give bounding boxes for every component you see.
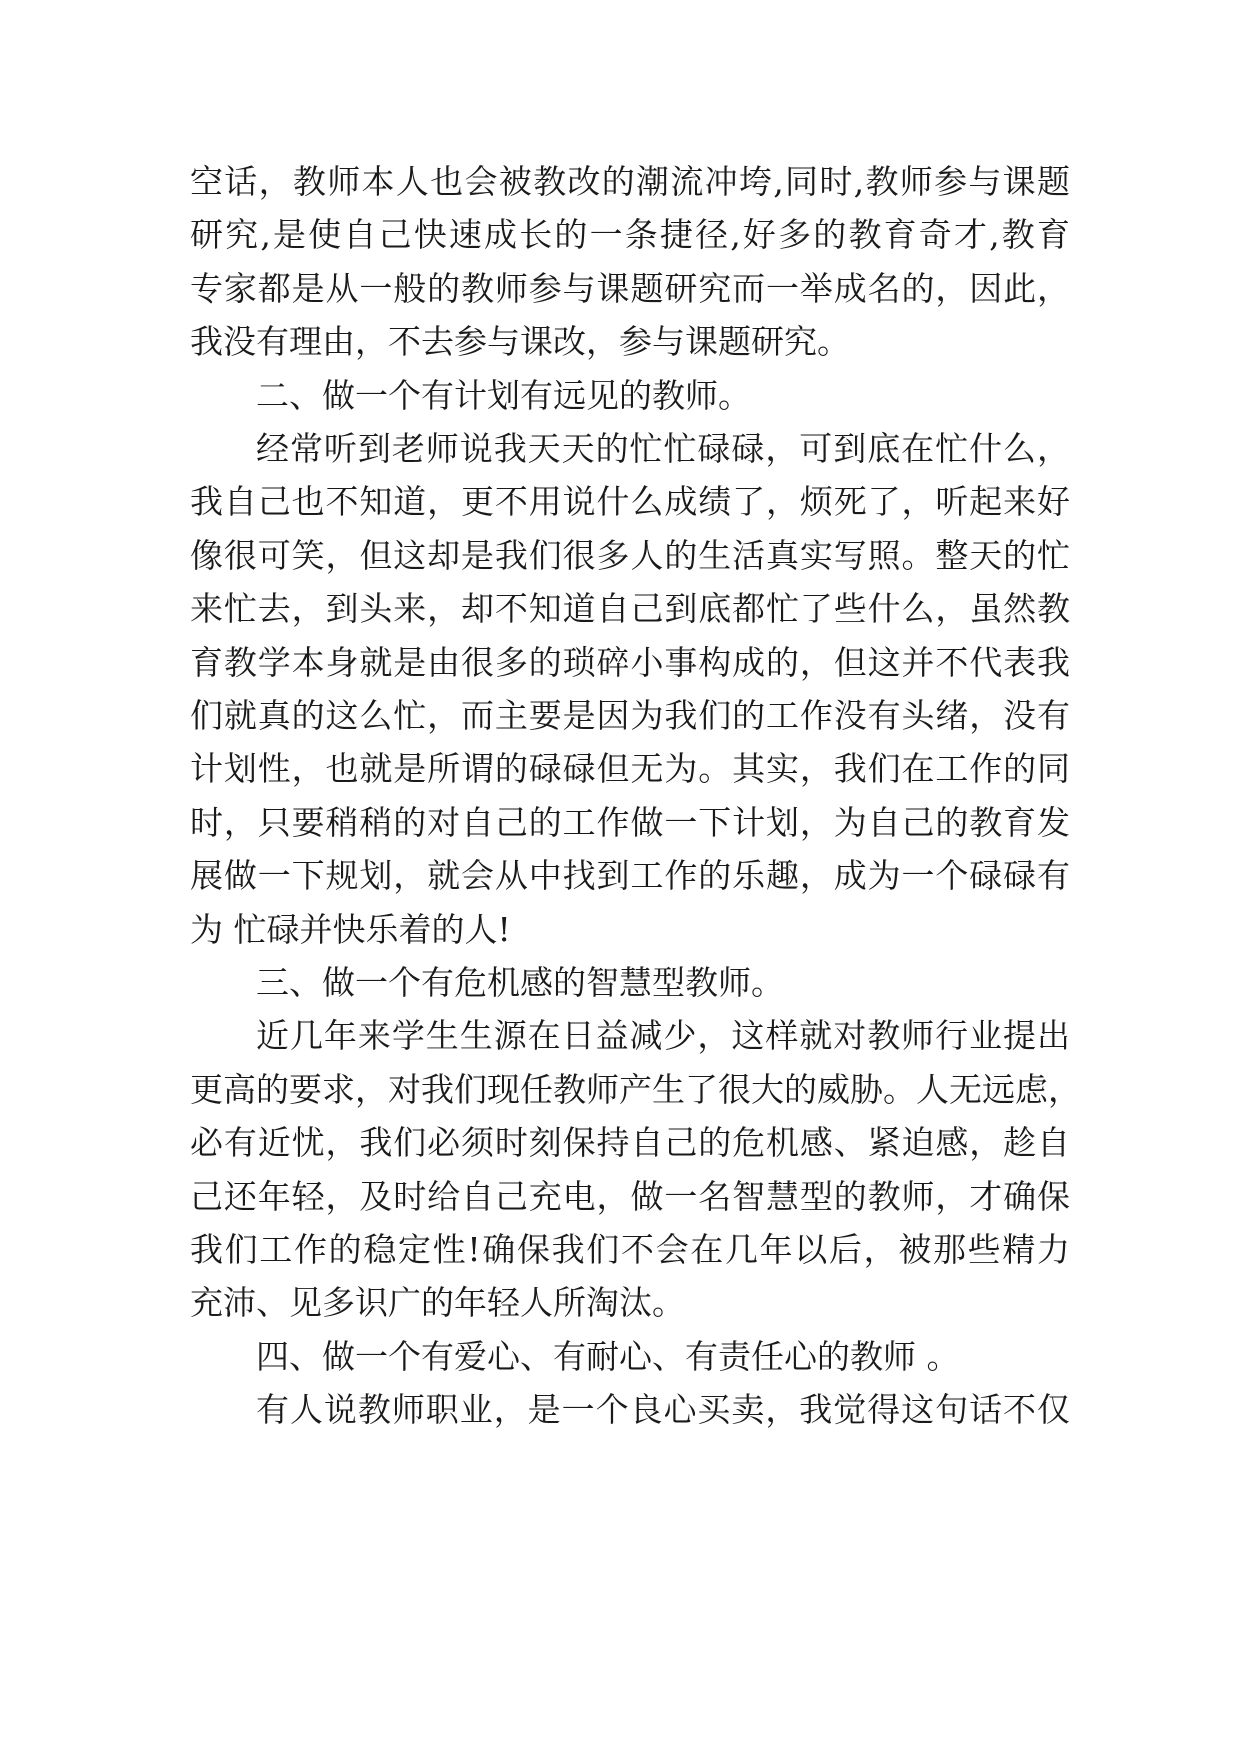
paragraph-line: 为 忙碌并快乐着的人! (190, 910, 511, 949)
paragraph-line: 专家都是从一般的教师参与课题研究而一举成名的，因此， (190, 269, 1070, 308)
paragraph-line: 研究,是使自己快速成长的一条捷径,好多的教育奇才,教育 (190, 215, 1070, 254)
paragraph-line: 时，只要稍稍的对自己的工作做一下计划，为自己的教育发 (190, 803, 1070, 842)
paragraph-first-line: 经常听到老师说我天天的忙忙碌碌，可到底在忙什么， (256, 429, 1070, 468)
paragraph-line: 们就真的这么忙，而主要是因为我们的工作没有头绪，没有 (190, 696, 1070, 735)
paragraph-line: 计划性，也就是所谓的碌碌但无为。其实，我们在工作的同 (190, 749, 1070, 788)
paragraph-first-line: 三、做一个有危机感的智慧型教师。 (256, 963, 784, 1002)
paragraph-first-line: 二、做一个有计划有远见的教师。 (256, 376, 751, 415)
paragraph-line: 己还年轻，及时给自己充电，做一名智慧型的教师，才确保 (190, 1177, 1070, 1216)
paragraph-line: 育教学本身就是由很多的琐碎小事构成的，但这并不代表我 (190, 643, 1070, 682)
paragraph-line: 我没有理由，不去参与课改，参与课题研究。 (190, 322, 850, 361)
paragraph-line: 更高的要求，对我们现任教师产生了很大的威胁。人无远虑， (190, 1070, 1081, 1109)
paragraph-line: 空话，教师本人也会被教改的潮流冲垮,同时,教师参与课题 (190, 162, 1070, 201)
paragraph-line: 必有近忧，我们必须时刻保持自己的危机感、紧迫感，趁自 (190, 1123, 1070, 1162)
paragraph-line: 充沛、见多识广的年轻人所淘汰。 (190, 1283, 685, 1322)
paragraph-line: 像很可笑，但这却是我们很多人的生活真实写照。整天的忙 (190, 536, 1070, 575)
paragraph-line: 我自己也不知道，更不用说什么成绩了，烦死了，听起来好 (190, 482, 1070, 521)
paragraph-line: 我们工作的稳定性!确保我们不会在几年以后，被那些精力 (190, 1230, 1070, 1269)
paragraph-first-line: 近几年来学生生源在日益减少，这样就对教师行业提出 (256, 1016, 1070, 1055)
paragraph-line: 来忙去，到头来，却不知道自己到底都忙了些什么，虽然教 (190, 589, 1070, 628)
paragraph-line: 展做一下规划，就会从中找到工作的乐趣，成为一个碌碌有 (190, 856, 1070, 895)
paragraph-first-line: 四、做一个有爱心、有耐心、有责任心的教师 。 (256, 1337, 960, 1376)
paragraph-first-line: 有人说教师职业，是一个良心买卖，我觉得这句话不仅 (256, 1390, 1070, 1429)
